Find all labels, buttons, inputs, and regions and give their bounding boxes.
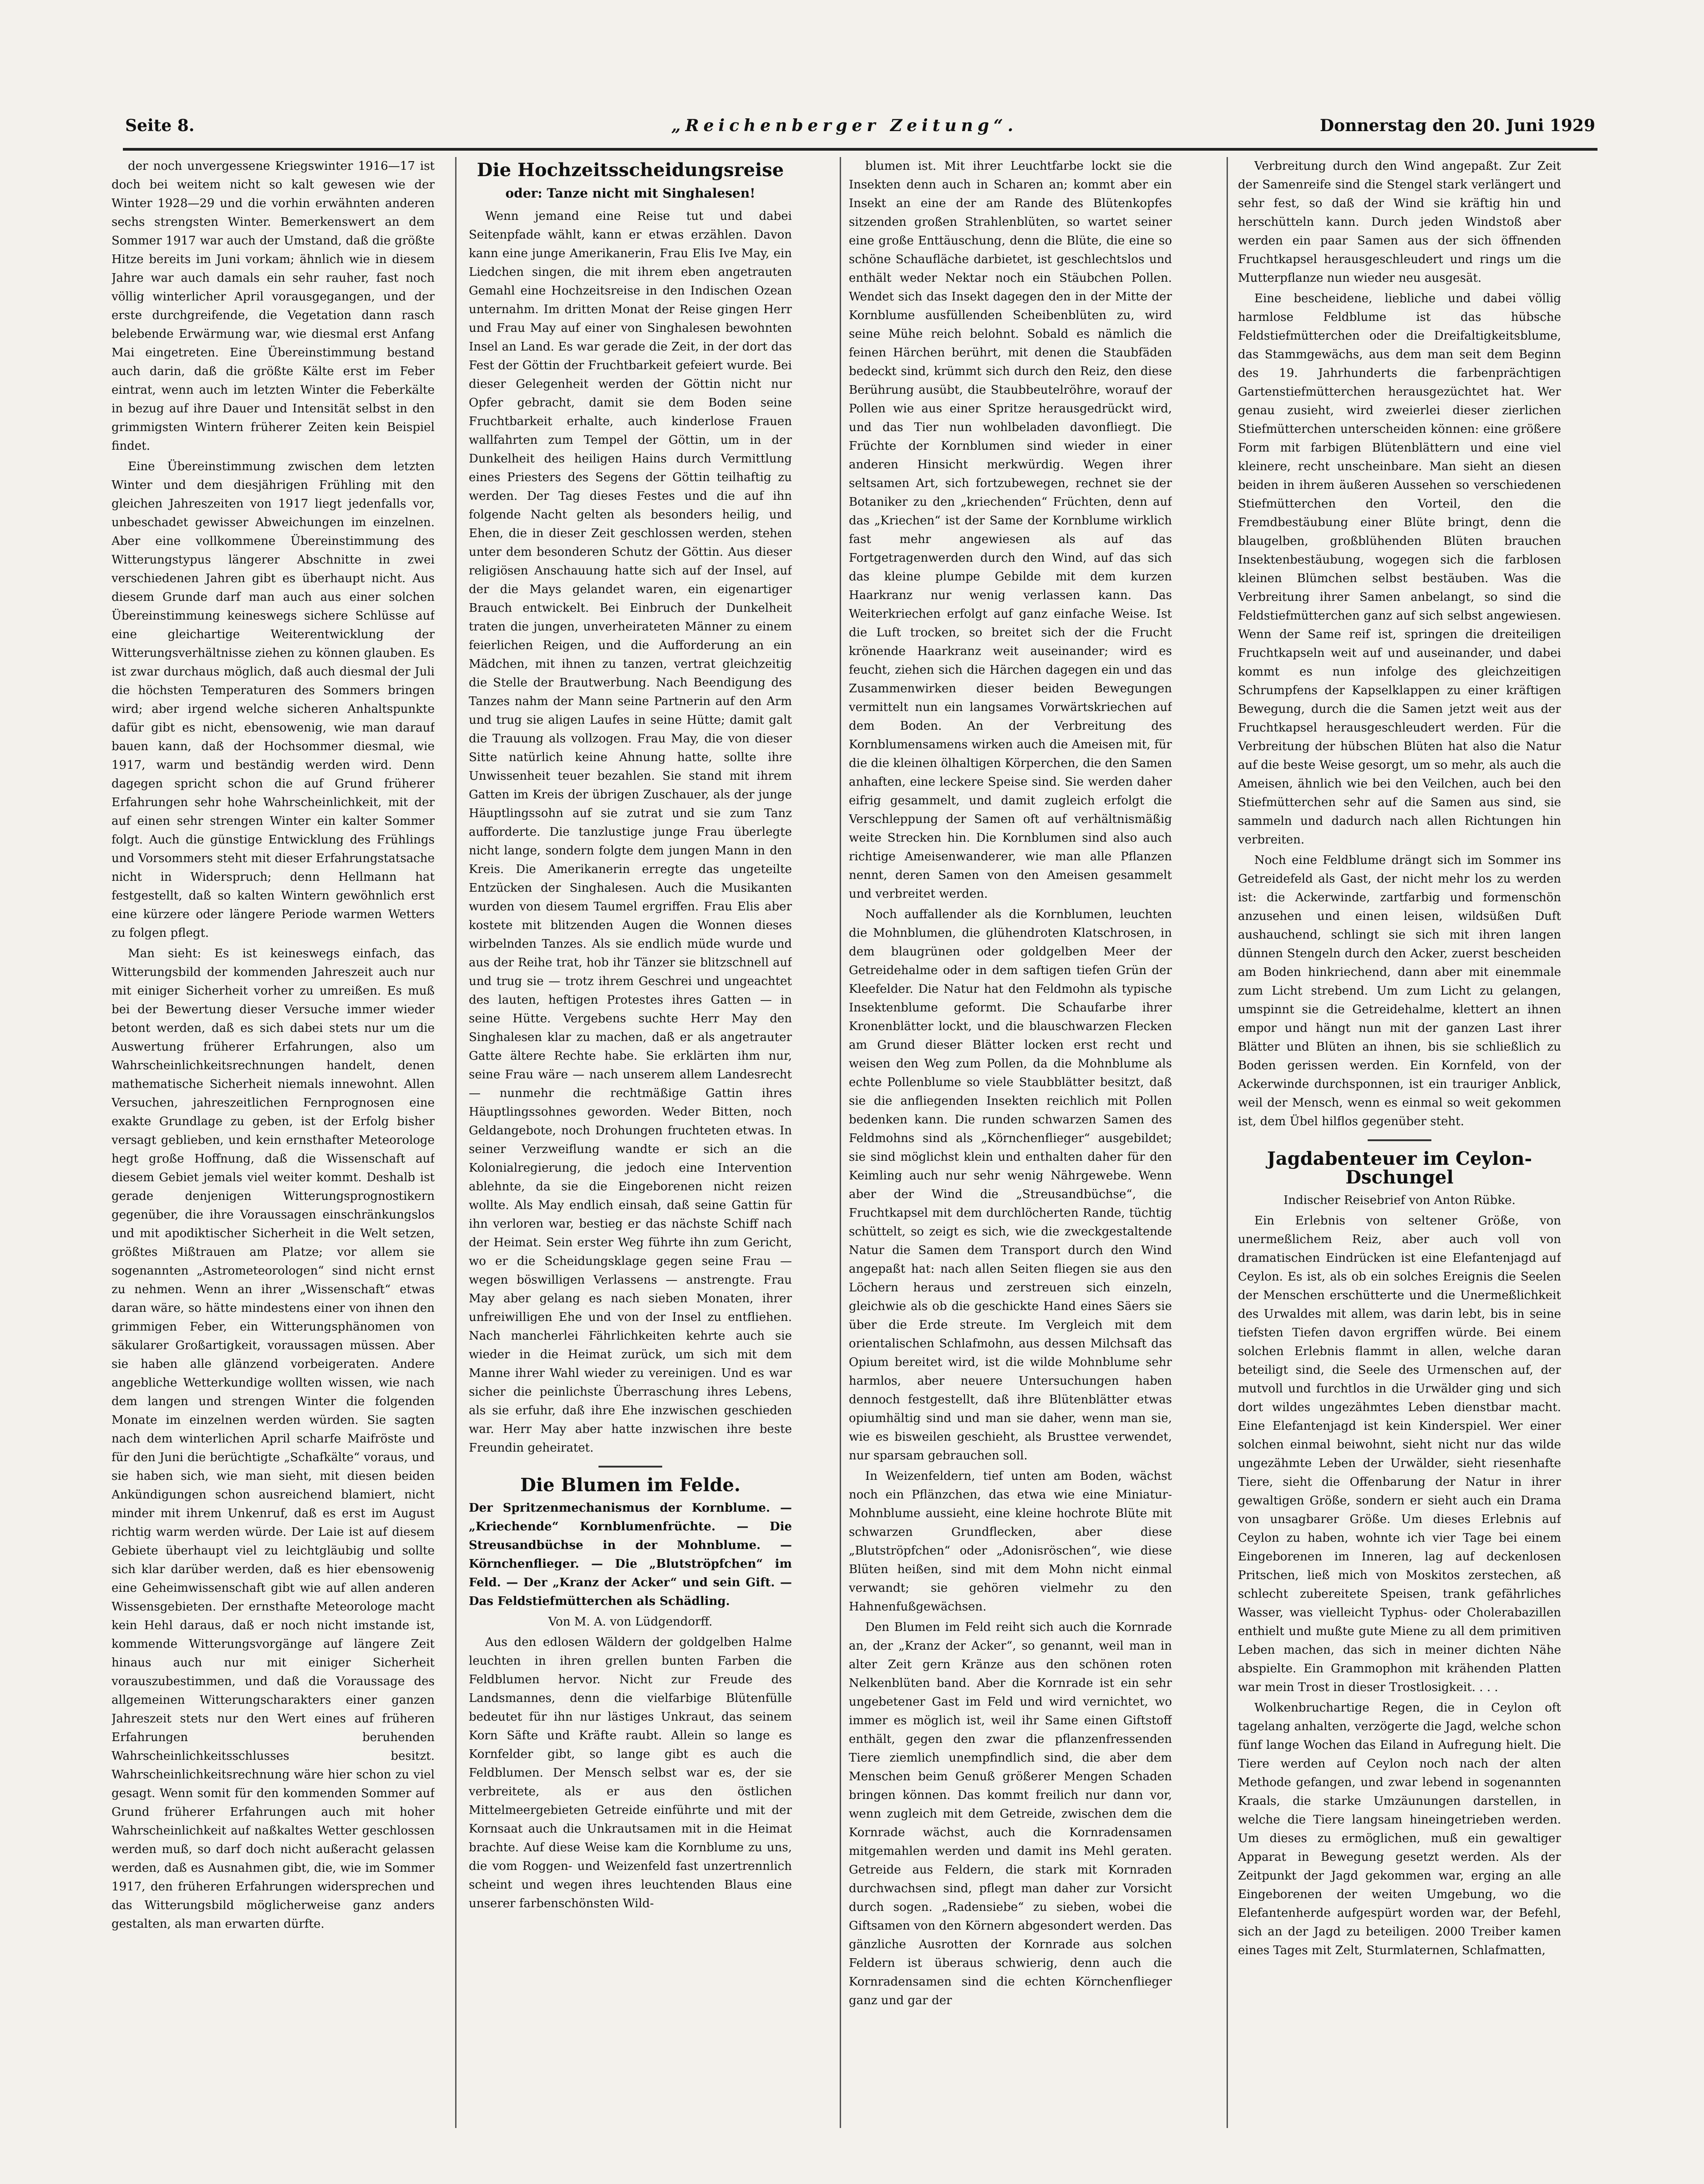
column-divider <box>455 157 456 2128</box>
paragraph: Wolkenbruchartige Regen, die in Ceylon oft tagelang anhalten, verzögerte die Jagd, welche schon fünf lange Wochen das Eiland in Aufregung hielt. Die Tiere werden auf Ceylon noch nach der alten Methode gefangen, und zwar lebend in sogenannten Kraals, die starke Umzäunungen darstellen, in welche die Tiere langsam hineingetrieben werden. Um dieses zu ermöglichen, muß ein gewaltiger Apparat in Bewegung gesetzt werden. Als der Zeitpunkt der Jagd gekommen war, erging an alle Eingeborenen der weiten Umgebung, wo die Elefantenherde aufgespürt worden war, der Befehl, sich an der Jagd zu beteiligen. 2000 Treiber kamen eines Tages mit Zelt, Sturmlaternen, Schlafmatten, <box>1238 1701 1561 1957</box>
column-flowers-continued <box>849 157 1172 2128</box>
newspaper-title: „Reichenberger Zeitung“. <box>671 116 1018 135</box>
page-header <box>125 116 1595 148</box>
paragraph: Noch eine Feldblume drängt sich im Sommer ins Getreidefeld als Gast, der nicht mehr los zu werden ist: die Ackerwinde, zartfarbig und formenschön anzusehen und einen leisen, wildsüßen Duft aushauchend, schlingt sie sich mit ihren langen dünnen Stengeln durch den Acker, zuerst bescheiden am Boden hinkriechend, dann aber mit einemmale zum Licht strebend. Um zum Licht zu gelangen, umspinnt sie die Getreidehalme, klettert an ihnen empor und hängt nun mit der ganzen Last ihrer Blätter und Blüten an ihnen, bis sie schließlich zu Boden gerissen werden. Ein Kornfeld, von der Ackerwinde durchsponnen, ist ein trauriger Anblick, weil der Mensch, wenn es einmal so weit gekommen ist, dem Übel hilflos gegenüber steht. <box>1238 853 1561 1128</box>
paragraph: Den Blumen im Feld reiht sich auch die Kornrade an, der „Kranz der Acker“, so genannt, weil man in alter Zeit gern Kränze aus den schönen roten Nelkenblüten band. Aber die Kornrade ist ein sehr ungebetener Gast im Feld und wird vernichtet, wo immer es möglich ist, weil ihr Same einen Giftstoff enthält, gegen den zwar die pflanzenfressenden Tiere ziemlich unempfindlich sind, die aber dem Menschen beim Genuß größerer Mengen Schaden bringen können. Das kommt freilich nur dann vor, wenn zugleich mit dem Getreide, zwischen dem die Kornrade wächst, auch die Kornradensamen mitgemahlen werden und damit ins Mehl geraten. Getreide aus Feldern, die stark mit Kornraden durchwachsen sind, pflegt man daher zur Vorsicht durch sogen. „Radensiebe“ zu sieben, wobei die Giftsamen von den Körnern abgesondert werden. Das gänzliche Ausrotten der Kornrade aus solchen Feldern ist überaus schwierig, denn auch die Kornradensamen sind die echten Körnchenflieger ganz und gar der <box>849 1620 1172 2007</box>
article-summary: Der Spritzenmechanismus der Kornblume. — „Kriechende“ Kornblumenfrüchte. — Die Streusandbüchse in der Mohnblume. — Körnchenflieger. — Die „Blutströpfchen“ im Feld. — Der „Kranz der Acker“ und sein Gift. — Das Feldstiefmütterchen als Schädling. <box>469 1501 792 1608</box>
column-honeymoon-article <box>469 157 792 2128</box>
article-subtitle: oder: Tanze nicht mit Singhalesen! <box>505 186 756 201</box>
column-weather-article <box>112 157 435 2128</box>
article-author: Von M. A. von Lüdgendorff. <box>548 1615 713 1629</box>
article-title: Die Blumen im Felde. <box>520 1474 740 1496</box>
article-separator <box>1368 1139 1431 1141</box>
paragraph: Aus den edlosen Wäldern der goldgelben Halme leuchten in ihren grellen bunten Farben die Feldblumen hervor. Nicht zur Freude des Landsmannes, denn die vielfarbige Blütenfülle bedeutet für ihn nur lästiges Unkraut, das seinem Korn Säfte und Kräfte raubt. Allein so lange es Kornfelder gibt, so lange gibt es auch die Feldblumen. Der Mensch selbst war es, der sie verbreitete, als er aus den östlichen Mittelmeergebieten Getreide einführte und mit der Kornsaat auch die Unkrautsamen mit in die Heimat brachte. Auf diese Weise kam die Kornblume zu uns, die vom Roggen- und Weizenfeld fast unzertrennlich scheint und wegen ihres leuchtenden Blaus eine unserer farbenschönsten Wild- <box>469 1635 792 1910</box>
issue-date: Donnerstag den 20. Juni 1929 <box>1319 116 1595 135</box>
paragraph: Eine Übereinstimmung zwischen dem letzten Winter und dem diesjährigen Frühling mit den gleichen Jahreszeiten von 1917 liegt jedenfalls vor, unbeschadet gewisser Abweichungen im einzelnen. Aber eine vollkommene Übereinstimmung des Witterungstypus längerer Abschnitte in zwei verschiedenen Jahren gibt es überhaupt nicht. Aus diesem Grunde darf man auch aus einer solchen Übereinstimmung keineswegs sichere Schlüsse auf eine gleichartige Weiterentwicklung der Witterungsverhältnisse ziehen zu können glauben. Es ist zwar durchaus möglich, daß auch diesmal der Juli die höchsten Temperaturen des Sommers bringen wird; aber irgend welche sicheren Anhaltspunkte dafür gibt es nicht, ebensowenig, wie man darauf bauen kann, daß der Hochsommer diesmal, wie 1917, warm und beständig werden wird. Denn dagegen spricht schon die auf Grund früherer Erfahrungen sehr hohe Wahrscheinlichkeit, mit der auf einen sehr strengen Winter ein kalter Sommer folgt. Auch die günstige Entwicklung des Frühlings und Vorsommers steht mit dieser Erfahrungstatsache nicht in Widerspruch; denn Hellmann hat festgestellt, daß so kalten Wintern gewöhnlich erst eine kürzere oder längere Periode warmen Wetters zu folgen pflegt. <box>112 460 435 940</box>
paragraph: In Weizenfeldern, tief unten am Boden, wächst noch ein Pflänzchen, das etwa wie eine Miniatur-Mohnblume aussieht, eine kleine hochrote Blüte mit schwarzen Grundflecken, aber diese „Blutströpfchen“ oder „Adonisröschen“, wie diese Blüten heißen, sind mit dem Mohn nicht einmal verwandt; sie gehören vielmehr zu den Hahnenfußgewächsen. <box>849 1469 1172 1614</box>
article-title: Die Hochzeitsscheidungsreise <box>477 159 784 181</box>
column-divider <box>840 157 841 2128</box>
article-title: Jagdabenteuer im Ceylon-Dschungel <box>1267 1148 1532 1188</box>
column-ceylon-article <box>1238 157 1561 2128</box>
paragraph: blumen ist. Mit ihrer Leuchtfarbe lockt sie die Insekten denn auch in Scharen an; kommt aber ein Insekt an eine der am Rande des Blütenkopfes sitzenden großen Strahlenblüten, so wartet seiner eine große Enttäuschung, denn die Blüte, die eine so schöne Schaufläche darbietet, ist geschlechtslos und enthält weder Nektar noch ein Stäubchen Pollen. Wendet sich das Insekt dagegen den in der Mitte der Kornblume ausfüllenden Scheibenblüten zu, wird seine Mühe reich belohnt. Sobald es nämlich die feinen Härchen berührt, mit denen die Staubfäden bedeckt sind, krümmt sich durch den Reiz, den diese Berührung ausübt, die Staubbeutelröhre, worauf der Pollen wie aus einer Spritze herausgedrückt wird, und das Tier nun wohlbeladen davonfliegt. Die Früchte der Kornblumen sind wieder in einer anderen Hinsicht merkwürdig. Wegen ihrer seltsamen Art, sich fortzubewegen, rechnet sie der Botaniker zu den „kriechenden“ Früchten, denn auf das „Kriechen“ ist der Same der Kornblume wirklich fast mehr angewiesen als auf das Fortgetragenwerden durch den Wind, auf das sich das kleine plumpe Gebilde mit dem kurzen Haarkranz nur wenig verlassen kann. Das Weiterkriechen erfolgt auf ganz einfache Weise. Ist die Luft trocken, so breitet sich der die Frucht krönende Haarkranz weit auseinander; wird es feucht, ziehen sich die Härchen dagegen ein und das Zusammenwirken dieser beiden Bewegungen vermittelt nun ein langsames Vorwärtskriechen auf dem Boden. An der Verbreitung des Kornblumensamens wirken auch die Ameisen mit, für die die kleinen ölhaltigen Körperchen, die den Samen anhaften, eine leckere Speise sind. Sie werden daher eifrig gesammelt, und damit zugleich erfolgt die Verschleppung der Samen oft auf verhältnismäßig weite Strecken hin. Die Kornblumen sind also auch richtige Ameisenwanderer, wie man alle Pflanzen nennt, deren Samen von den Ameisen gesammelt und verbreitet werden. <box>849 159 1172 901</box>
article-separator <box>598 1466 662 1468</box>
paragraph: Verbreitung durch den Wind angepaßt. Zur Zeit der Samenreife sind die Stengel stark verlängert und sehr fest, so daß der Wind sie kräftig hin und herschütteln kann. Durch jeden Windstoß aber werden ein paar Samen aus der sich öffnenden Fruchtkapsel herausgeschleudert und rings um die Mutterpflanze nun wieder neu ausgesät. <box>1238 159 1561 285</box>
paragraph: der noch unvergessene Kriegswinter 1916—17 ist doch bei weitem nicht so kalt gewesen wie der Winter 1928—29 und die vorhin erwähnten anderen sechs strengsten Winter. Bemerkenswert an dem Sommer 1917 war auch der Umstand, daß die größte Hitze bereits im Juni vorkam; ähnlich wie in diesem Jahre war auch damals ein sehr rauher, fast noch völlig winterlicher April vorausgegangen, und der erste durchgreifende, die Vegetation dann rasch belebende Erwärmung war, wie diesmal erst Anfang Mai eingetreten. Eine Übereinstimmung bestand auch darin, daß die größte Kälte erst im Feber eintrat, wenn auch im letzten Winter die Feberkälte in bezug auf ihre Dauer und Intensität selbst in den grimmigsten Wintern früherer Zeiten kein Beispiel findet. <box>112 159 435 453</box>
paragraph: Wenn jemand eine Reise tut und dabei Seitenpfade wählt, kann er etwas erzählen. Davon kann eine junge Amerikanerin, Frau Elis Ive May, ein Liedchen singen, die mit ihrem eben angetrauten Gemahl eine Hochzeitsreise in den Indischen Ozean unternahm. Im dritten Monat der Reise gingen Herr und Frau May auf einer von Singhalesen bewohnten Insel an Land. Es war gerade die Zeit, in der dort das Fest der Göttin der Fruchtbarkeit gefeiert wurde. Bei dieser Gelegenheit werden der Göttin nicht nur Opfer gebracht, damit sie dem Boden seine Fruchtbarkeit erhalte, auch kinderlose Frauen wallfahrten zum Tempel der Göttin, um in der Dunkelheit des heiligen Hains durch Vermittlung eines Priesters des Segens der Göttin teilhaftig zu werden. Der Tag dieses Festes und die auf ihn folgende Nacht gelten als besonders heilig, und Ehen, die in dieser Zeit geschlossen werden, stehen unter dem besonderen Schutz der Göttin. Aus dieser religiösen Anschauung hatte sich auf der Insel, auf der die Mays gelandet waren, ein eigenartiger Brauch entwickelt. Bei Einbruch der Dunkelheit traten die jungen, unverheirateten Männer zu einem feierlichen Reigen, und die Aufforderung an ein Mädchen, mit ihnen zu tanzen, vertrat gleichzeitig die Stelle der Brautwerbung. Nach Beendigung des Tanzes nahm der Mann seine Partnerin auf den Arm und trug sie aligen Laufes in seine Hütte; damit galt die Trauung als vollzogen. Frau May, die von dieser Sitte natürlich keine Ahnung hatte, sollte ihre Unwissenheit teuer bezahlen. Sie stand mit ihrem Gatten im Kreis der übrigen Zuschauer, als der junge Häuptlingssohn auf sie zutrat und sie zum Tanz aufforderte. Die tanzlustige junge Frau überlegte nicht lange, sondern folgte dem jungen Mann in den Kreis. Die Amerikanerin erregte das ungeteilte Entzücken der Singhalesen. Auch die Musikanten wurden von diesem Taumel ergriffen. Frau Elis aber kostete mit blitzenden Augen die Wonnen dieses wirbelnden Tanzes. Als sie endlich müde wurde und aus der Reihe trat, hob ihr Tänzer sie blitzschnell auf und trug sie — trotz ihrem Geschrei und ungeachtet des lauten, heftigen Protestes ihres Gatten — in seine Hütte. Vergebens suchte Herr May den Singhalesen klar zu machen, daß er als angetrauter Gatte ältere Rechte habe. Sie erklärten ihm nur, seine Frau wäre — nach unserem allem Landesrecht — nunmehr die rechtmäßige Gattin ihres Häuptlingssohnes geworden. Weder Bitten, noch Geldangebote, noch Drohungen fruchteten etwas. In seiner Verzweiflung wandte er sich an die Kolonialregierung, die jedoch eine Intervention ablehnte, da sie die Eingeborenen nicht reizen wollte. Als May endlich einsah, daß seine Gattin für ihn verloren war, bestieg er das nächste Schiff nach der Heimat. Sein erster Weg führte ihn zum Gericht, wo er die Scheidungsklage gegen seine Frau — wegen böswilligen Verlassens — anstrengte. Frau May aber gelang es nach sieben Monaten, ihrer unfreiwilligen Ehe und von der Insel zu entfliehen. Nach mancherlei Fährlichkeiten kehrte auch sie wieder in die Heimat zurück, um sich mit dem Manne ihrer Wahl wieder zu vereinigen. Und es war sicher die peinlichste Überraschung ihres Lebens, als sie erfuhr, daß ihre Ehe inzwischen geschieden war. Herr May aber hatte inzwischen ihre beste Freundin geheiratet. <box>469 209 792 1455</box>
page-number: Seite 8. <box>125 116 195 135</box>
paragraph: Ein Erlebnis von seltener Größe, von unermeßlichem Reiz, aber auch voll von dramatischen Eindrücken ist eine Elefantenjagd auf Ceylon. Es ist, als ob ein solches Ereignis die Seelen der Menschen erschütterte und die Unermeßlichkeit des Urwaldes mit allem, was darin lebt, bis in seine tiefsten Tiefen davon ergriffen würde. Bei einem solchen Erlebnis flammt in allen, welche daran beteiligt sind, die Seele des Urmenschen auf, der mutvoll und furchtlos in die Urwälder ging und sich dort wildes ungezähmtes Leben dienstbar macht. Eine Elefantenjagd ist kein Kinderspiel. Wer einer solchen einmal beiwohnt, sieht nicht nur das wilde ungezähmte Leben der Urwälder, sieht riesenhafte Tiere, sieht die Offenbarung der Natur in ihrer gewaltigen Größe, sondern er sieht auch ein Drama von unsagbarer Größe. Um dieses Erlebnis auf Ceylon zu haben, wohnte ich vier Tage bei einem Eingeborenen im Inneren, lag auf deckenlosen Pritschen, ließ mich von Moskitos zerstechen, aß schlecht zubereitete Speisen, trank gefährliches Wasser, was vielleicht Typhus- oder Cholerabazillen enthielt und mußte gute Miene zu all dem primitiven Leben machen, das sich in meiner dichten Nähe abspielte. Ein Grammophon mit krähenden Platten war mein Trost in dieser Trostlosigkeit. . . . <box>1238 1214 1561 1694</box>
article-subtitle: Indischer Reisebrief von Anton Rübke. <box>1283 1194 1516 1207</box>
column-divider <box>1227 157 1228 2128</box>
paragraph: Eine bescheidene, liebliche und dabei völlig harmlose Feldblume ist das hübsche Feldstiefmütterchen oder die Dreifaltigkeitsblume, das Stammgewächs, aus dem man seit dem Beginn des 19. Jahrhunderts die farbenprächtigen Gartenstiefmütterchen herausgezüchtet hat. Wer genau zusieht, wird zweierlei dieser zierlichen Stiefmütterchen unterscheiden können: eine größere Form mit farbigen Blütenblättern und eine viel kleinere, recht unscheinbare. Man sieht an diesen beiden in ihrem äußeren Aussehen so verschiedenen Stiefmütterchen den Vorteil, den die Fremdbestäubung einer Blüte bringt, denn die blaugelben, großblühenden Blüten brauchen Insektenbestäubung, wogegen sich die farblosen kleinen Blümchen selbst bestäuben. Was die Verbreitung ihrer Samen anbelangt, so sind die Feldstiefmütterchen ganz auf sich selbst angewiesen. Wenn der Same reif ist, springen die dreiteiligen Fruchtkapseln weit auf und auseinander, und dabei kommt es nun infolge des gleichzeitigen Schrumpfens der Kapselklappen zu einer kräftigen Bewegung, durch die die Samen jetzt weit aus der Fruchtkapsel herausgeschleudert werden. Für die Verbreitung der hübschen Blüten hat also die Natur auf die beste Weise gesorgt, um so mehr, als auch die Ameisen, ähnlich wie bei den Veilchen, auch bei den Stiefmütterchen sehr auf die Samen aus sind, sie sammeln und dadurch nach allen Richtungen hin verbreiten. <box>1238 292 1561 847</box>
paragraph: Man sieht: Es ist keineswegs einfach, das Witterungsbild der kommenden Jahreszeit auch nur mit einiger Sicherheit vorher zu umreißen. Es muß bei der Bewertung dieser Versuche immer wieder betont werden, daß es sich dabei stets nur um die Auswertung früherer Erfahrungen, also um Wahrscheinlichkeitsrechnungen handelt, denen mathematische Sicherheit niemals innewohnt. Allen Versuchen, jahreszeitlichen Fernprognosen eine exakte Grundlage zu geben, ist der Erfolg bisher versagt geblieben, und kein ernsthafter Meteorologe hegt große Hoffnung, daß die Wissenschaft auf diesem Gebiet jemals viel weiter kommt. Deshalb ist gerade denjenigen Witterungsprognostikern gegenüber, die ihre Voraussagen einschränkungslos und mit apodiktischer Sicherheit in die Welt setzen, größtes Mißtrauen am Platze; vor allem sie sogenannten „Astrometeorologen“ sind nicht ernst zu nehmen. Wenn an ihrer „Wissenschaft“ etwas daran wäre, so hätte mindestens einer von ihnen den grimmigen Feber, ein Witterungsphänomen von säkularer Großartigkeit, voraussagen müssen. Aber sie haben alle glänzend vorbeigeraten. Andere angebliche Wetterkundige wollten wissen, wie nach dem langen und strengen Winter die folgenden Monate im einzelnen werden würden. Sie sagten nach dem winterlichen April scharfe Maifröste und für den Juni die berüchtigte „Schafkälte“ voraus, und sie haben sich, wie man sieht, mit diesen beiden Ankündigungen schon ausreichend blamiert, nicht minder mit ihrem Unkenruf, daß es erst im August richtig warm werden würde. Der Laie ist auf diesem Gebiete überhaupt viel zu leichtgläubig und sollte sich klar darüber werden, daß es hier ebensowenig eine Geheimwissenschaft gibt wie auf allen anderen Wissensgebieten. Der ernsthafte Meteorologe macht kein Hehl daraus, daß er noch nicht imstande ist, kommende Witterungsvorgänge auf längere Zeit hinaus auch nur mit einiger Sicherheit vorauszubestimmen, und daß die Voraussage des allgemeinen Witterungscharakters einer ganzen Jahreszeit stets nur den Wert eines auf früheren Erfahrungen beruhenden Wahrscheinlichkeitsschlusses besitzt. Wahrscheinlichkeitsrechnung wäre hier schon zu viel gesagt. Wenn somit für den kommenden Sommer auf Grund früherer Erfahrungen auch mit hoher Wahrscheinlichkeit auf naßkaltes Wetter geschlossen werden muß, so darf doch nicht außeracht gelassen werden, daß es Ausnahmen gibt, die, wie im Sommer 1917, den früheren Erfahrungen widersprechen und das Witterungsbild möglicherweise ganz anders gestalten, als man erwarten dürfte. <box>112 947 435 1931</box>
header-rule <box>123 148 1598 151</box>
paragraph: Noch auffallender als die Kornblumen, leuchten die Mohnblumen, die glühendroten Klatschrosen, in dem blaugrünen oder goldgelben Meer der Getreidehalme oder in dem saftigen tiefen Grün der Kleefelder. Die Natur hat den Feldmohn als typische Insektenblume geformt. Die Schaufarbe ihrer Kronenblätter lockt, und die blauschwarzen Flecken am Grund dieser Blätter locken erst recht und weisen den Weg zum Pollen, da die Mohnblume als echte Pollenblume so viele Staubblätter besitzt, daß sie die anfliegenden Insekten reichlich mit Pollen bedenken kann. Die runden schwarzen Samen des Feldmohns sind als „Körnchenflieger“ ausgebildet; sie sind möglichst klein und enthalten daher für den Keimling auch nur sehr wenig Nährgewebe. Wenn aber der Wind die „Streusandbüchse“, die Fruchtkapsel mit dem durchlöcherten Rande, tüchtig schüttelt, so zeigt es sich, wie die zweckgestaltende Natur die Samen dem Transport durch den Wind angepaßt hat: nach allen Seiten fliegen sie aus den Löchern heraus und zerstreuen sich einzeln, gleichwie als ob die geschickte Hand eines Säers sie über die Erde streute. Im Vergleich mit dem orientalischen Schlafmohn, aus dessen Milchsaft das Opium bereitet wird, ist die wilde Mohnblume sehr harmlos, aber neuere Untersuchungen haben dennoch festgestellt, daß ihre Blütenblätter etwas opiumhältig sind und man sie daher, wenn man sie, wie es bisweilen geschieht, als Brusttee verwendet, nur sparsam gebrauchen soll. <box>849 908 1172 1463</box>
